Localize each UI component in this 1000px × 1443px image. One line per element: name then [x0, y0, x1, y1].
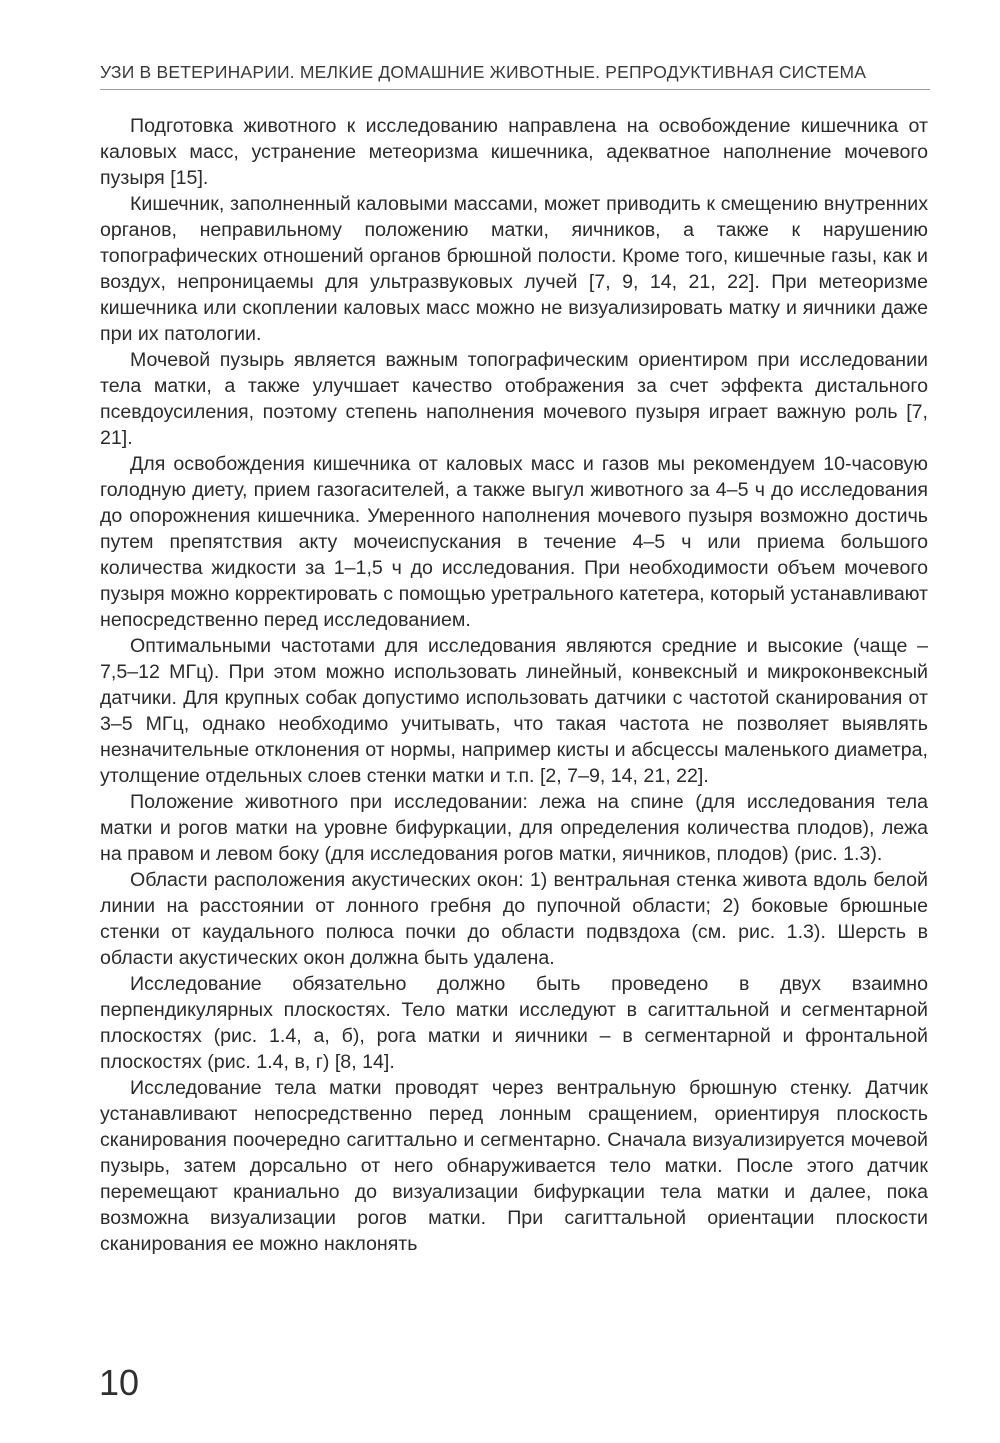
paragraph: Положение животного при исследовании: лежа на спине (для исследования тела матки и рогов матки на уровне бифуркации, для определения количества плодов), лежа на правом и левом боку (для исследования рогов матки, яичников, плодов) (рис. 1.3). [100, 791, 928, 865]
paragraph: Исследование обязательно должно быть проведено в двух взаимно перпендикулярных плоскостях. Тело матки исследуют в сагиттальной и сегментарной плоскостях (рис. 1.4, а, б), рога матки и яичники – в сегментарной и фронтальной плоскостях (рис. 1.4, в, г) [8, 14]. [100, 973, 928, 1073]
header-divider [100, 89, 930, 90]
body-text [100, 113, 928, 1257]
paragraph: Для освобождения кишечника от каловых масс и газов мы рекомендуем 10-часовую голодную диету, прием газогасителей, а также выгул животного за 4–5 ч до исследования до опорожнения кишечника. Умеренного наполнения мочевого пузыря возможно достичь путем препятствия акту мочеиспускания в течение 4–5 ч или приема большого количества жидкости за 1–1,5 ч до исследования. При необходимости объем мочевого пузыря можно корректировать с помощью уретрального катетера, который устанавливают непосредственно перед исследованием. [100, 453, 928, 631]
paragraph: Исследование тела матки проводят через вентральную брюшную стенку. Датчик устанавливают непосредственно перед лонным сращением, ориентируя плоскость сканирования поочередно сагиттально и сегментарно. Сначала визуализируется мочевой пузырь, затем дорсально от него обнаруживается тело матки. После этого датчик перемещают краниально до визуализации бифуркации тела матки и далее, пока возможна визуализации рогов матки. При сагиттальной ориентации плоскости сканирования ее можно наклонять [100, 1077, 928, 1255]
paragraph: Мочевой пузырь является важным топографическим ориентиром при исследовании тела матки, а также улучшает качество отображения за счет эффекта дистального псевдоусиления, поэтому степень наполнения мочевого пузыря играет важную роль [7, 21]. [100, 349, 928, 449]
running-header-title: УЗИ В ВЕТЕРИНАРИИ. МЕЛКИЕ ДОМАШНИЕ ЖИВОТНЫЕ. РЕПРОДУКТИВНАЯ СИСТЕМА [100, 62, 867, 82]
paragraph: Оптимальными частотами для исследования являются средние и высокие (чаще – 7,5–12 МГц). При этом можно использовать линейный, конвексный и микроконвексный датчики. Для крупных собак допустимо использовать датчики с частотой сканирования от 3–5 МГц, однако необходимо учитывать, что такая частота не позволяет выявлять незначительные отклонения от нормы, например кисты и абсцессы маленького диаметра, утолщение отдельных слоев стенки матки и т.п. [2, 7–9, 14, 21, 22]. [100, 635, 928, 787]
paragraph: Подготовка животного к исследованию направлена на освобождение кишечника от каловых масс, устранение метеоризма кишечника, адекватное наполнение мочевого пузыря [15]. [100, 115, 928, 189]
paragraph: Кишечник, заполненный каловыми массами, может приводить к смещению внутренних органов, неправильному положению матки, яичников, а также к нарушению топографических отношений органов брюшной полости. Кроме того, кишечные газы, как и воздух, непроницаемы для ультразвуковых лучей [7, 9, 14, 21, 22]. При метеоризме кишечника или скоплении каловых масс можно не визуализировать матку и яичники даже при их патологии. [100, 193, 928, 345]
paragraph: Области расположения акустических окон: 1) вентральная стенка живота вдоль белой линии на расстоянии от лонного гребня до пупочной области; 2) боковые брюшные стенки от каудального полюса почки до области подвздоха (см. рис. 1.3). Шерсть в области акустических окон должна быть удалена. [100, 869, 928, 969]
page-number: 10 [99, 1362, 140, 1403]
